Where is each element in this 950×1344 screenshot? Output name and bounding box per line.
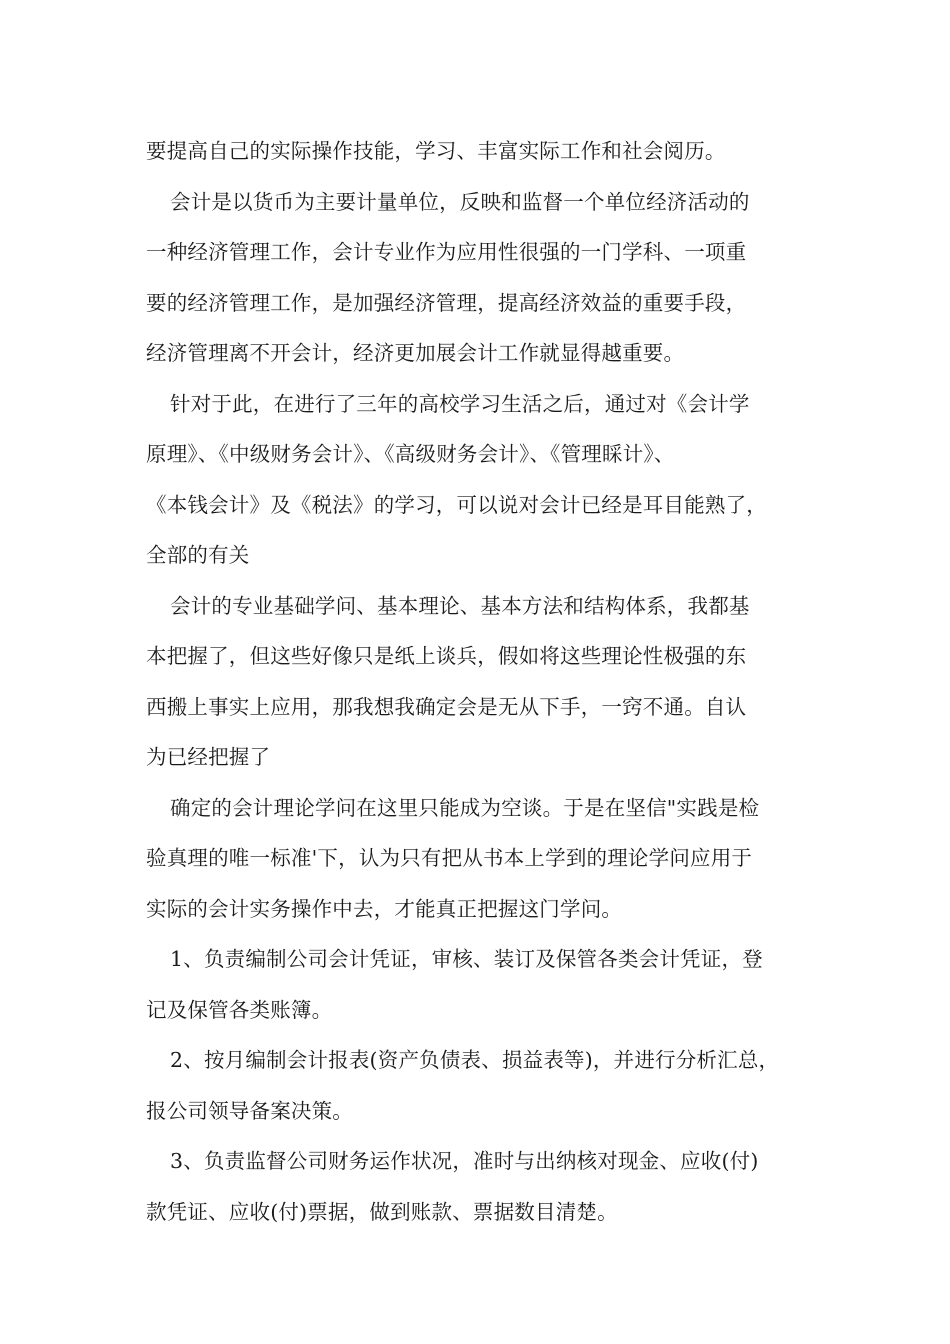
text-line: 要提高自己的实际操作技能，学习、丰富实际工作和社会阅历。 (146, 139, 726, 163)
text-line: 经济管理离不开会计，经济更加展会计工作就显得越重要。 (146, 341, 685, 365)
text-line: 款凭证、应收(付)票据，做到账款、票据数目清楚。 (146, 1199, 618, 1224)
text-line: 2、按月编制会计报表(资产负债表、损益表等)，并进行分析汇总， (170, 1048, 780, 1072)
text-line: 验真理的唯一标准'下，认为只有把从书本上学到的理论学问应用于 (146, 846, 753, 870)
text-line: 确定的会计理论学问在这里只能成为空谈。于是在坚信"实践是检 (170, 795, 760, 820)
paragraph-4 (146, 581, 836, 783)
paragraph-2 (146, 177, 836, 379)
text-line: 要的经济管理工作，是加强经济管理，提高经济效益的重要手段， (146, 290, 747, 315)
text-line: 1、负责编制公司会计凭证，审核、装订及保管各类会计凭证，登 (170, 947, 763, 971)
list-item-1 (146, 934, 836, 1035)
text-line: 全部的有关 (146, 543, 250, 567)
text-line: 3、负责监督公司财务运作状况，准时与出纳核对现金、应收(付) (170, 1149, 759, 1173)
text-line: 本把握了，但这些好像只是纸上谈兵，假如将这些理论性极强的东 (146, 644, 747, 668)
paragraph-5 (146, 783, 836, 935)
document-body (146, 126, 836, 1237)
text-line: 《本钱会计》及《税法》的学习，可以说对会计已经是耳目能熟了， (146, 492, 767, 517)
text-line: 西搬上事实上应用，那我想我确定会是无从下手，一窍不通。自认 (146, 694, 747, 719)
list-item-2 (146, 1035, 836, 1136)
text-line: 记及保管各类账簿。 (146, 997, 333, 1022)
text-line: 原理》、《中级财务会计》、《高级财务会计》、《管理睬计》、 (146, 442, 675, 466)
text-line: 报公司领导备案决策。 (146, 1098, 353, 1123)
paragraph-3 (146, 379, 836, 581)
text-line: 会计的专业基础学问、基本理论、基本方法和结构体系，我都基 (170, 593, 750, 618)
text-line: 实际的会计实务操作中去，才能真正把握这门学问。 (146, 896, 623, 921)
text-line: 为已经把握了 (146, 745, 271, 769)
text-line: 一种经济管理工作，会计专业作为应用性很强的一门学科、一项重 (146, 240, 747, 264)
text-line: 针对于此，在进行了三年的高校学习生活之后，通过对《会计学 (170, 391, 750, 416)
paragraph-1 (146, 126, 836, 177)
list-item-3 (146, 1136, 836, 1237)
text-line: 会计是以货币为主要计量单位，反映和监督一个单位经济活动的 (170, 189, 750, 214)
